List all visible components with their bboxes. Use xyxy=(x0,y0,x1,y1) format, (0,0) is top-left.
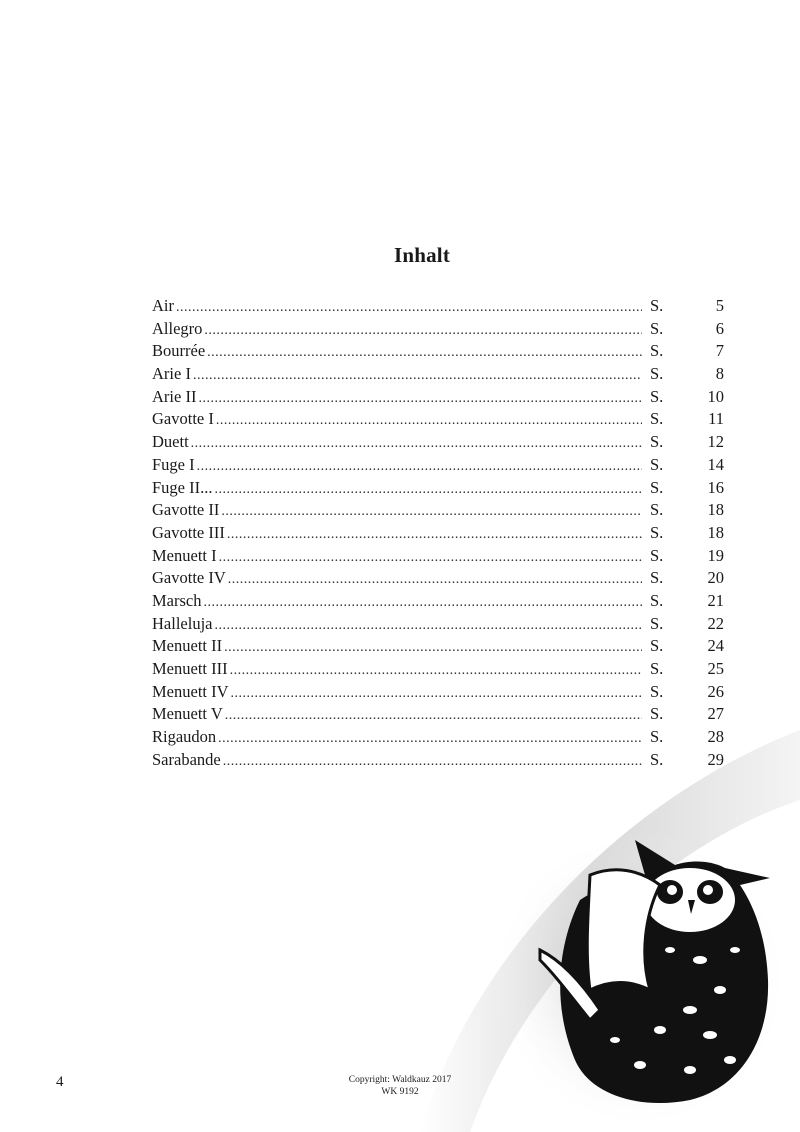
toc-page-number: 21 xyxy=(707,590,724,610)
toc-entry-title: Gavotte II xyxy=(152,500,220,520)
toc-entry-title: Arie II xyxy=(152,386,197,406)
toc-page-prefix: S. xyxy=(650,613,664,633)
toc-entry xyxy=(152,749,724,772)
toc-page-prefix: S. xyxy=(650,545,664,565)
toc-entry xyxy=(152,567,724,590)
toc-leader-dots xyxy=(203,592,642,615)
toc-entry xyxy=(152,318,724,341)
toc-page-number: 22 xyxy=(707,613,724,633)
toc-page-number: 19 xyxy=(707,545,724,565)
toc-entry xyxy=(152,431,724,454)
toc-leader-dots xyxy=(231,683,642,706)
toc-leader-dots xyxy=(191,433,642,456)
footer xyxy=(300,1074,500,1098)
toc-entry xyxy=(152,590,724,613)
toc-entry-title: Marsch xyxy=(152,590,202,610)
toc-page-number: 26 xyxy=(707,681,724,701)
toc-entry xyxy=(152,613,724,636)
toc-entry xyxy=(152,477,724,500)
toc-leader-dots xyxy=(228,569,642,592)
toc-page-prefix: S. xyxy=(650,296,664,315)
toc-page-number: 27 xyxy=(707,704,724,724)
toc-entry-title: Arie I xyxy=(152,364,191,384)
toc-entry xyxy=(152,499,724,522)
toc-page-prefix: S. xyxy=(650,409,664,429)
toc-entry xyxy=(152,545,724,568)
toc-entry-title: Gavotte I xyxy=(152,409,214,429)
toc-page-prefix: S. xyxy=(650,477,664,497)
toc-leader-dots xyxy=(218,728,642,751)
toc-page-number: 18 xyxy=(707,522,724,542)
toc-leader-dots xyxy=(221,501,642,524)
toc-page-number: 29 xyxy=(707,749,724,769)
toc-entry xyxy=(152,408,724,431)
toc-page-number: 5 xyxy=(715,296,724,315)
toc-entry xyxy=(152,681,724,704)
toc-page-prefix: S. xyxy=(650,659,664,678)
toc-leader-dots xyxy=(215,479,643,502)
toc-entry xyxy=(152,703,724,726)
toc-entry-title: Fuge I xyxy=(152,454,195,474)
toc-leader-dots xyxy=(224,637,642,660)
toc-page-prefix: S. xyxy=(650,522,664,542)
table-of-contents xyxy=(152,295,724,771)
toc-page-number: 7 xyxy=(715,341,724,361)
toc-entry-title: Fuge II... xyxy=(152,477,213,497)
toc-entry xyxy=(152,635,724,658)
page-title: Inhalt xyxy=(393,243,451,268)
toc-leader-dots xyxy=(204,320,642,343)
toc-entry-title: Menuett V xyxy=(152,704,223,724)
toc-page-prefix: S. xyxy=(650,568,664,588)
toc-page-prefix: S. xyxy=(650,341,664,361)
toc-entry xyxy=(152,386,724,409)
toc-entry-title: Gavotte III xyxy=(152,522,225,542)
toc-page-number: 10 xyxy=(707,386,724,406)
toc-entry xyxy=(152,295,724,318)
toc-leader-dots xyxy=(223,751,642,774)
toc-entry xyxy=(152,454,724,477)
toc-page-number: 16 xyxy=(707,477,724,497)
toc-entry-title: Air xyxy=(152,296,174,315)
toc-entry xyxy=(152,522,724,545)
toc-entry-title: Halleluja xyxy=(152,613,213,633)
toc-entry-title: Rigaudon xyxy=(152,727,217,747)
toc-page-number: 14 xyxy=(707,454,724,474)
toc-page-prefix: S. xyxy=(650,590,664,610)
toc-page-number: 12 xyxy=(707,432,724,452)
toc-entry-title: Menuett IV xyxy=(152,681,229,701)
toc-leader-dots xyxy=(193,365,642,388)
toc-page-number: 20 xyxy=(707,568,724,588)
toc-leader-dots xyxy=(176,297,642,320)
toc-page-prefix: S. xyxy=(650,318,664,338)
toc-leader-dots xyxy=(214,615,642,638)
toc-entry xyxy=(152,658,724,681)
toc-entry-title: Menuett III xyxy=(152,659,228,678)
copyright-text: Copyright: Waldkauz 2017 xyxy=(348,1075,452,1085)
toc-leader-dots xyxy=(225,705,642,728)
toc-leader-dots xyxy=(216,410,642,433)
toc-page-number: 8 xyxy=(715,364,724,384)
toc-entry xyxy=(152,340,724,363)
toc-page-number: 18 xyxy=(707,500,724,520)
toc-page-prefix: S. xyxy=(650,500,664,520)
toc-page-number: 28 xyxy=(707,727,724,747)
catalog-number: WK 9192 xyxy=(381,1087,419,1097)
toc-leader-dots xyxy=(207,342,642,365)
toc-entry-title: Allegro xyxy=(152,318,203,338)
toc-page-prefix: S. xyxy=(650,727,664,747)
toc-entry-title: Menuett I xyxy=(152,545,217,565)
toc-entry-title: Gavotte IV xyxy=(152,568,226,588)
owl-reading-icon xyxy=(520,830,790,1130)
toc-entry-title: Bourrée xyxy=(152,341,206,361)
toc-page-prefix: S. xyxy=(650,636,664,656)
toc-page-prefix: S. xyxy=(650,749,664,769)
toc-entry xyxy=(152,363,724,386)
toc-page-prefix: S. xyxy=(650,704,664,724)
toc-leader-dots xyxy=(197,456,642,479)
toc-page-number: 6 xyxy=(715,318,724,338)
page-number: 4 xyxy=(56,1074,64,1090)
toc-leader-dots xyxy=(230,660,642,683)
toc-page-number: 24 xyxy=(707,636,724,656)
toc-entry-title: Menuett II xyxy=(152,636,223,656)
toc-page-prefix: S. xyxy=(650,454,664,474)
toc-leader-dots xyxy=(219,547,642,570)
toc-page-prefix: S. xyxy=(650,364,664,384)
toc-leader-dots xyxy=(198,388,642,411)
toc-page-prefix: S. xyxy=(650,386,664,406)
toc-entry-title: Sarabande xyxy=(152,749,221,769)
toc-entry xyxy=(152,726,724,749)
toc-page-prefix: S. xyxy=(650,681,664,701)
toc-page-number: 25 xyxy=(707,659,724,678)
toc-entry-title: Duett xyxy=(152,432,189,452)
toc-leader-dots xyxy=(227,524,642,547)
toc-page-prefix: S. xyxy=(650,432,664,452)
toc-page-number: 11 xyxy=(708,409,724,429)
